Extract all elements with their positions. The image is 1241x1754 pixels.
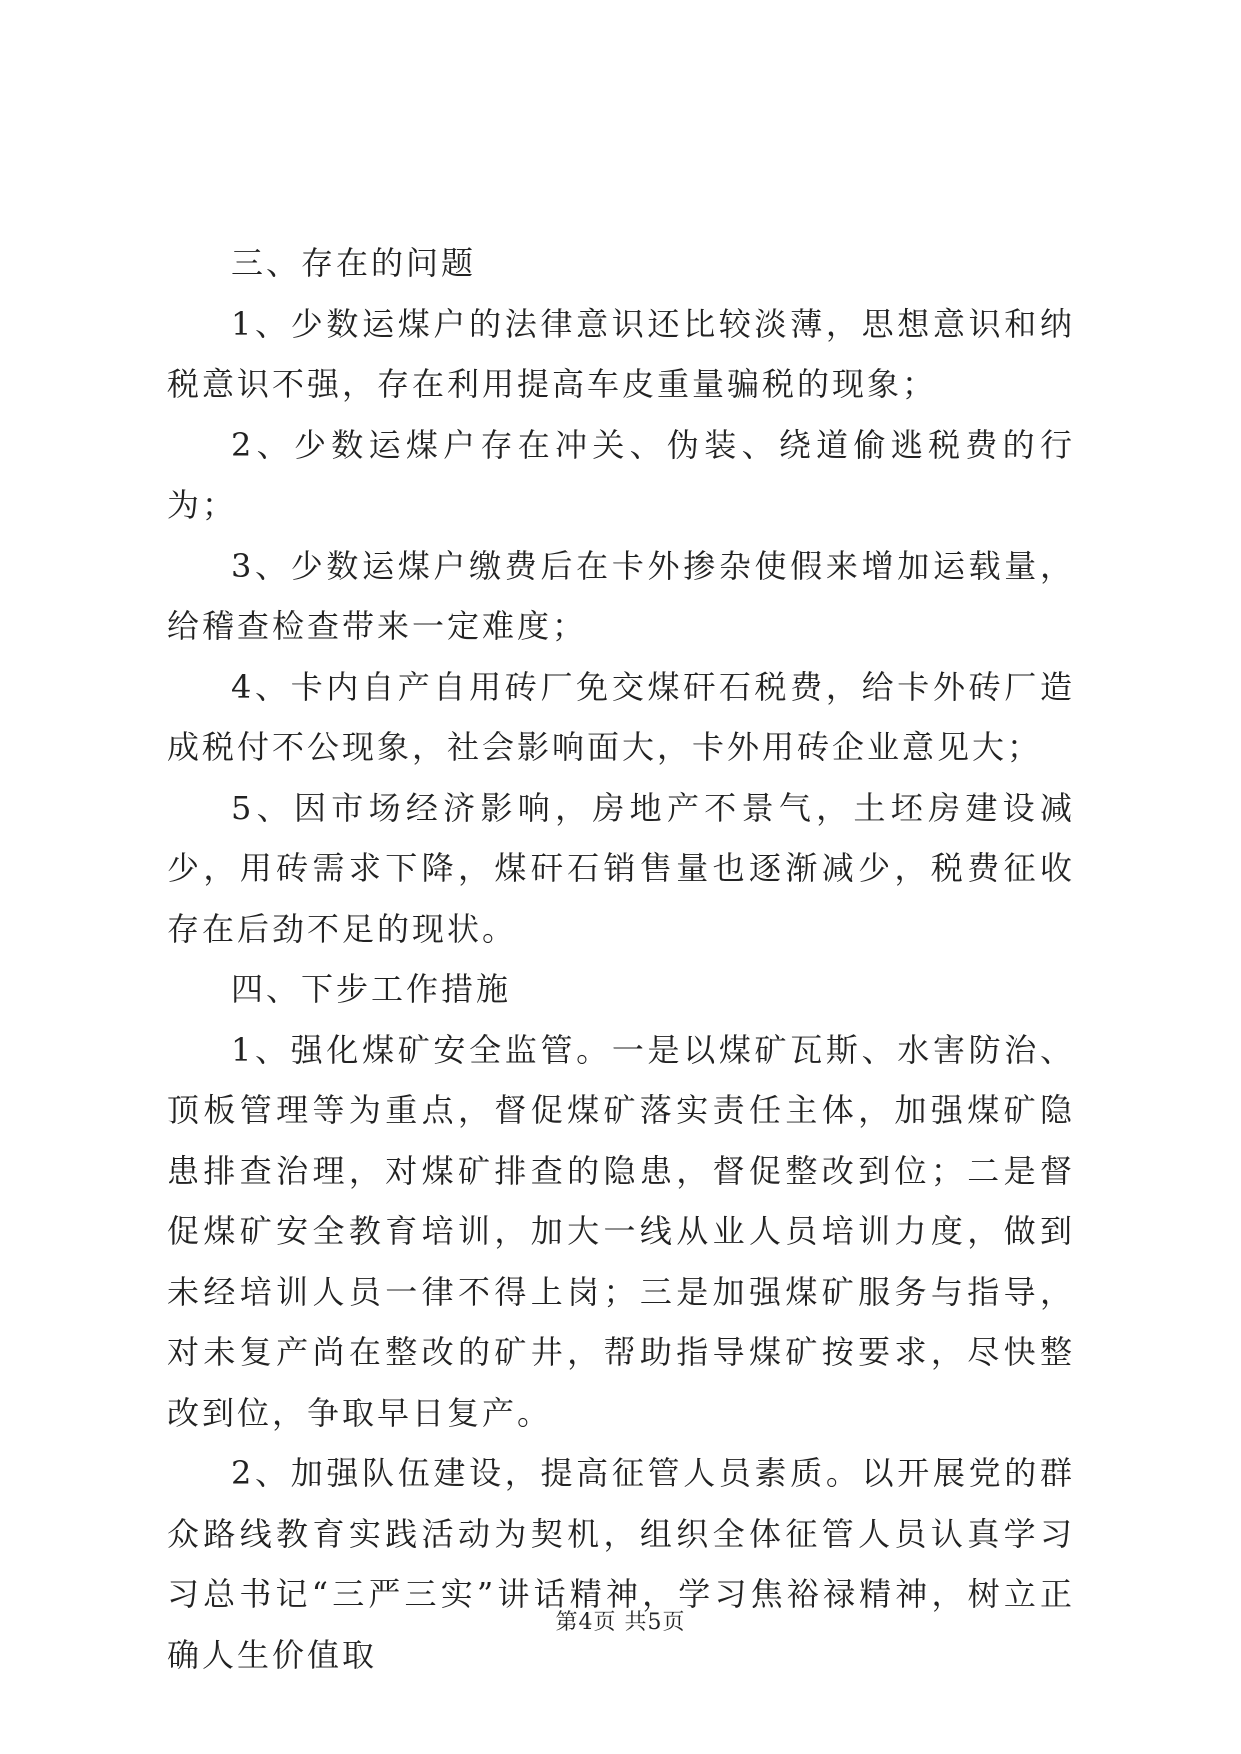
paragraph-problem-1: 1、少数运煤户的法律意识还比较淡薄，思想意识和纳税意识不强，存在利用提高车皮重量骗税的现象； [167, 304, 1075, 403]
paragraph-problem-2: 2、少数运煤户存在冲关、伪装、绕道偷逃税费的行为； [167, 425, 1075, 524]
document-body [167, 233, 1075, 1685]
paragraph-measure-2: 2、加强队伍建设，提高征管人员素质。以开展党的群众路线教育实践活动为契机，组织全体征管人员认真学习习总书记“三严三实”讲话精神，学习焦裕禄精神，树立正确人生价值取 [167, 1454, 1075, 1674]
paragraph-problem-4: 4、卡内自产自用砖厂免交煤矸石税费，给卡外砖厂造成税付不公现象，社会影响面大，卡外用砖企业意见大； [167, 667, 1075, 766]
section-heading-next-steps: 四、下步工作措施 [231, 970, 512, 1008]
paragraph-problem-3: 3、少数运煤户缴费后在卡外掺杂使假来增加运载量，给稽查检查带来一定难度； [167, 546, 1075, 645]
paragraph-measure-1: 1、强化煤矿安全监管。一是以煤矿瓦斯、水害防治、顶板管理等为重点，督促煤矿落实责任主体，加强煤矿隐患排查治理，对煤矿排查的隐患，督促整改到位；二是督促煤矿安全教育培训，加大一线从业人员培训力度，做到未经培训人员一律不得上岗；三是加强煤矿服务与指导，对未复产尚在整改的矿井，帮助指导煤矿按要求，尽快整改到位，争取早日复产。 [167, 1030, 1075, 1432]
section-heading-problems: 三、存在的问题 [231, 244, 477, 282]
paragraph-problem-5: 5、因市场经济影响，房地产不景气，土坯房建设减少，用砖需求下降，煤矸石销售量也逐渐减少，税费征收存在后劲不足的现状。 [167, 788, 1075, 948]
page-footer: 第4页 共5页 [555, 1610, 686, 1635]
